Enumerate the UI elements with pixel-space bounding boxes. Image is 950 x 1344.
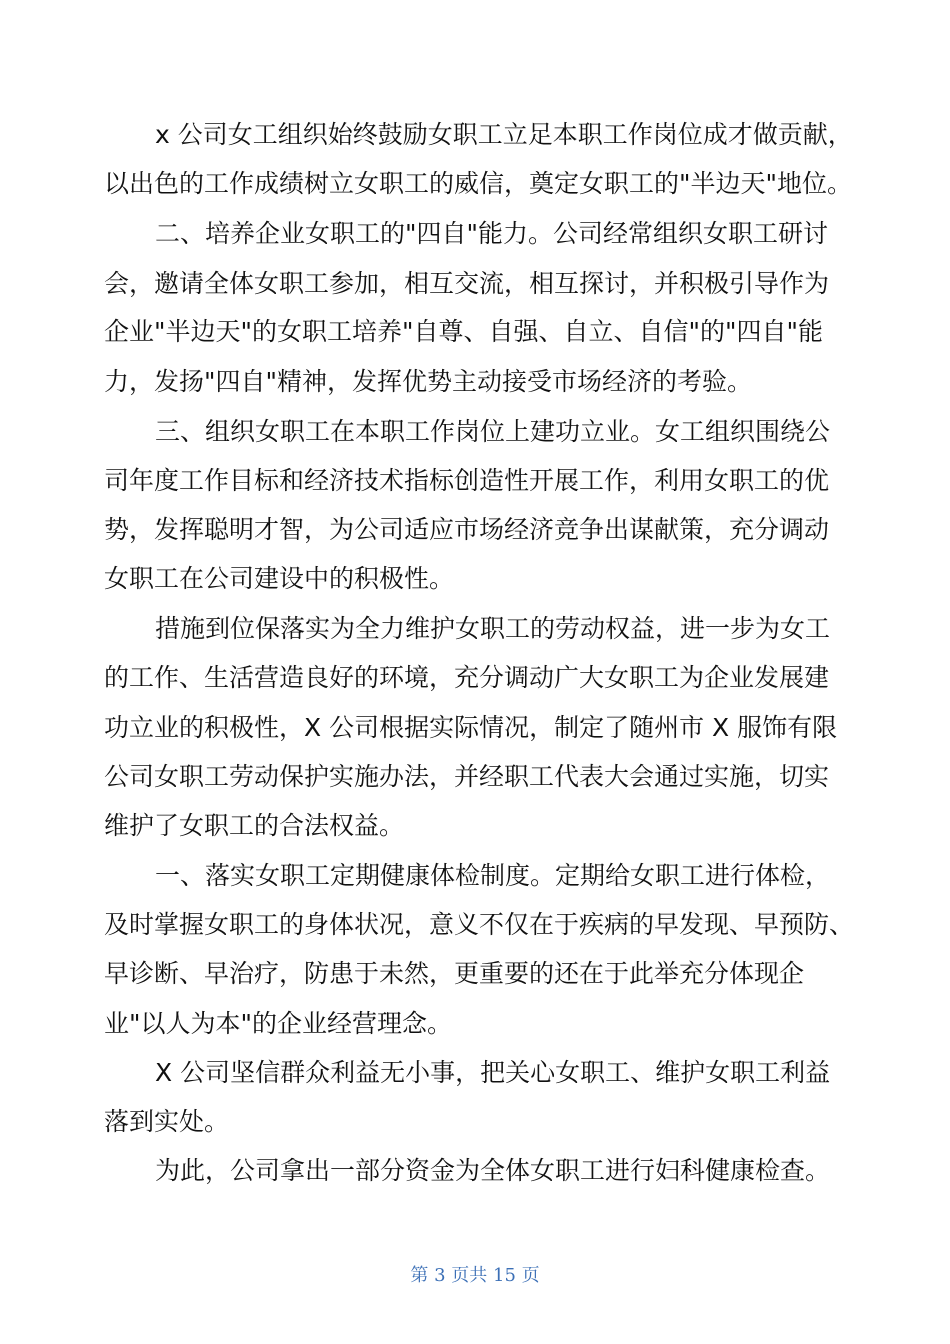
text-line: 为此，公司拿出一部分资金为全体女职工进行妇科健康检查。	[155, 1156, 831, 1185]
text-line: X 公司坚信群众利益无小事，把关心女职工、维护女职工利益	[155, 1058, 831, 1087]
text-line: 措施到位保落实为全力维护女职工的劳动权益，进一步为女工	[155, 614, 831, 643]
text-line: 二、培养企业女职工的"四自"能力。公司经常组织女职工研讨	[155, 219, 829, 248]
text-line: 维护了女职工的合法权益。	[104, 811, 405, 840]
text-line: 力，发扬"四自"精神，发挥优势主动接受市场经济的考验。	[104, 367, 753, 396]
text-line: 企业"半边天"的女职工培养"自尊、自强、自立、自信"的"四自"能	[104, 317, 823, 346]
text-line: 功立业的积极性，X 公司根据实际情况，制定了随州市 X 服饰有限	[104, 713, 838, 742]
text-line: 早诊断、早治疗，防患于未然，更重要的还在于此举充分体现企	[104, 959, 805, 988]
text-line: 及时掌握女职工的身体状况，意义不仅在于疾病的早发现、早预防、	[104, 910, 855, 939]
page-number: 第 3 页共 15 页	[410, 1265, 540, 1286]
text-line: 一、落实女职工定期健康体检制度。定期给女职工进行体检，	[155, 861, 831, 890]
text-line: 业"以人为本"的企业经营理念。	[104, 1009, 452, 1038]
text-line: 落到实处。	[104, 1107, 230, 1136]
text-line: 以出色的工作成绩树立女职工的威信，奠定女职工的"半边天"地位。	[104, 169, 853, 198]
text-line: 的工作、生活营造良好的环境，充分调动广大女职工为企业发展建	[104, 663, 830, 692]
text-line: 女职工在公司建设中的积极性。	[104, 564, 455, 593]
text-line: 司年度工作目标和经济技术指标创造性开展工作，利用女职工的优	[104, 466, 830, 495]
text-line: 公司女职工劳动保护实施办法，并经职工代表大会通过实施，切实	[104, 762, 830, 791]
text-line: x 公司女工组织始终鼓励女职工立足本职工作岗位成才做贡献，	[155, 120, 853, 149]
text-line: 势，发挥聪明才智，为公司适应市场经济竞争出谋献策，充分调动	[104, 515, 830, 544]
text-line: 会，邀请全体女职工参加，相互交流，相互探讨，并积极引导作为	[104, 269, 830, 298]
text-line: 三、组织女职工在本职工作岗位上建功立业。女工组织围绕公	[155, 417, 831, 446]
